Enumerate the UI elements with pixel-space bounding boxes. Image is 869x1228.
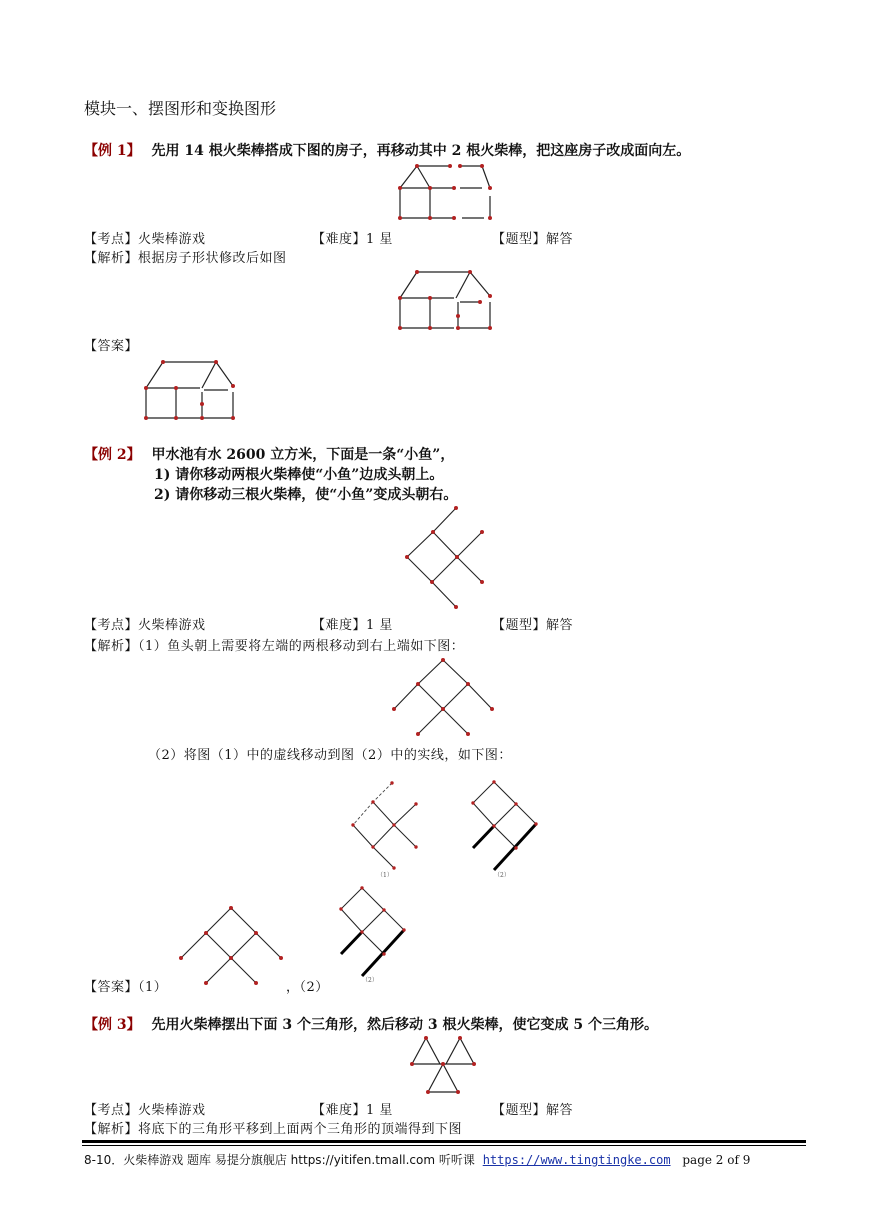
fish-figure (400, 502, 492, 612)
example-2-kaodian: 【考点】火柴棒游戏 (84, 618, 206, 633)
house-figure-answer (138, 356, 243, 422)
example-1-tixing: 【题型】解答 (492, 232, 574, 247)
example-1-tag: 【例 1】 (84, 143, 141, 159)
house-figure-solution (392, 266, 497, 332)
example-3-question (84, 1014, 658, 1034)
example-3-text: 先用火柴棒摆出下面 3 个三角形，然后移动 3 根火柴棒，使它变成 5 个三角形。 (151, 1017, 658, 1033)
example-3-kaodian: 【考点】火柴棒游戏 (84, 1103, 206, 1118)
example-2-daan-sep: ，（2） (286, 980, 329, 995)
module-title: 模块一、摆图形和变换图形 (84, 99, 277, 118)
example-3-jiexi: 【解析】将底下的三角形平移到上面两个三角形的顶端得到下图 (84, 1122, 463, 1137)
example-1-jiexi: 【解析】根据房子形状修改后如图 (84, 251, 287, 266)
answer-fish-head-up (175, 904, 287, 988)
example-2-jiexi1: 【解析】（1）鱼头朝上需要将左端的两根移动到右上端如下图： (84, 639, 465, 654)
example-3-tag: 【例 3】 (84, 1017, 141, 1033)
footer (84, 1151, 750, 1168)
example-3-nandu: 【难度】1 星 (312, 1103, 393, 1118)
example-1-kaodian: 【考点】火柴棒游戏 (84, 232, 206, 247)
example-1-daan: 【答案】 (84, 339, 139, 354)
example-2-tixing: 【题型】解答 (492, 618, 574, 633)
triangles-figure (408, 1034, 480, 1096)
footer-link[interactable]: https://www.tingtingke.com (482, 1153, 671, 1167)
figure-label-2b: （2） (362, 977, 378, 984)
footer-rule-thin (82, 1145, 806, 1146)
example-1-nandu: 【难度】1 星 (312, 232, 393, 247)
footer-text: 8-10．火柴棒游戏 题库 易提分旗舰店 https://yitifen.tmall.com 听听课 (84, 1153, 475, 1167)
example-2-daan: 【答案】（1） (84, 980, 168, 995)
house-figure-original (392, 160, 497, 224)
example-2-line3: 2) 请你移动三根火柴棒，使“小鱼”变成头朝右。 (154, 487, 458, 503)
page-number: page 2 of 9 (682, 1153, 751, 1167)
example-1-question (84, 140, 690, 160)
fish-right-figure-2 (468, 778, 543, 873)
example-3-tixing: 【题型】解答 (492, 1103, 574, 1118)
example-2-line1 (84, 444, 454, 464)
example-2-nandu: 【难度】1 星 (312, 618, 393, 633)
figure-label-2: （2） (494, 872, 510, 879)
example-2-line2: 1) 请你移动两根火柴棒使“小鱼”边成头朝上。 (154, 467, 444, 483)
answer-fish-head-right (336, 884, 411, 979)
example-2-text1: 甲水池有水 2600 立方米，下面是一条“小鱼”， (151, 447, 455, 463)
example-2-tag: 【例 2】 (84, 447, 141, 463)
fish-head-up-figure (388, 654, 498, 740)
footer-rule-thick (82, 1140, 806, 1143)
figure-label-1: （1） (377, 872, 393, 879)
example-1-text: 先用 14 根火柴棒搭成下图的房子，再移动其中 2 根火柴棒，把这座房子改成面向左。 (151, 143, 691, 159)
fish-right-figure-1 (348, 780, 423, 872)
example-2-jiexi2: （2）将图（1）中的虚线移动到图（2）中的实线，如下图： (148, 748, 512, 763)
